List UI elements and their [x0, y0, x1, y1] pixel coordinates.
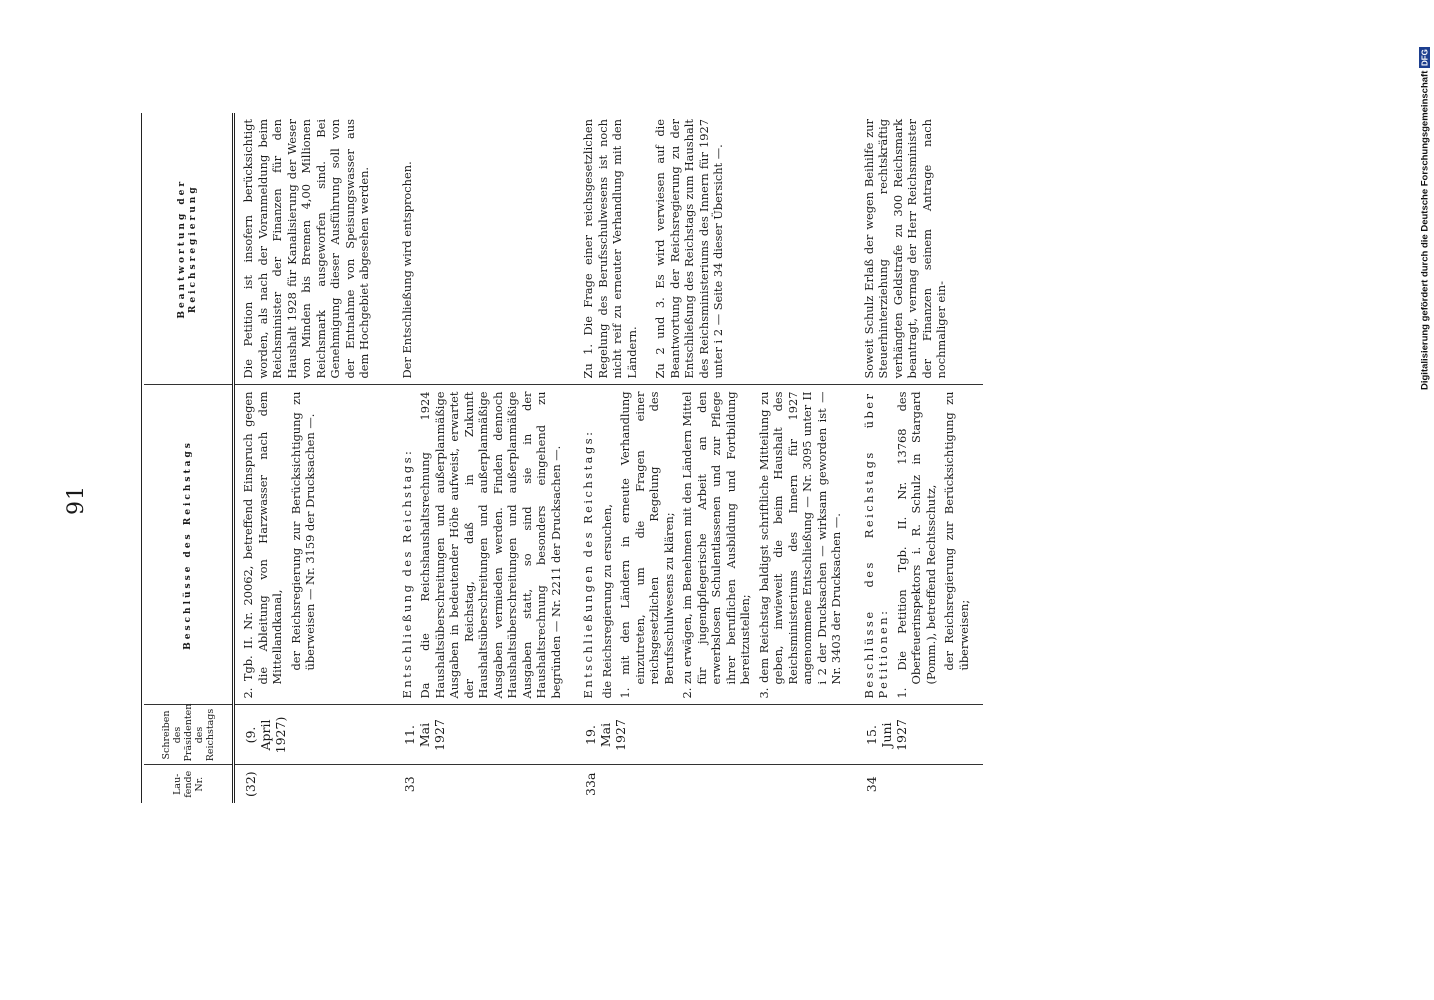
resolution-paragraph: Beschlüsse des Reichstags über Petitionen: [861, 391, 890, 699]
row-answer [394, 113, 576, 385]
row-number: (32) [243, 771, 258, 797]
header-beschluesse: Beschlüsse des Reichstags [144, 385, 234, 705]
answer-paragraph: Der Entschließung wird entsprochen. [399, 161, 414, 379]
answer-paragraph: Die Petition ist insofern berücksichtigt worden, als nach der Voranmeldung beim Reichsminister der Finanzen für den Haushalt 1928 für Kanalisierung der Weser von Minden bis Bremen 4,00 Millionen Reichsmark ausgeworfen sind. Bei Genehmigung dieser Ausführung soll von der Entnahme von Speisungswasser aus dem Hochgebiet abgesehen werden. [241, 119, 371, 379]
header-row [144, 113, 234, 803]
digitization-note [1418, 10, 1432, 390]
header-beantwortung: Beantwortung der Reichsregierung [144, 113, 234, 385]
resolution-paragraph: der Reichsregierung zur Berücksichtigung zu überweisen; [942, 391, 971, 671]
table-row [856, 113, 984, 803]
resolution-paragraph: 3. dem Reichstag baldigst schriftliche Mitteilung zu geben, inwieweit die beim Haushalt des Reichsministeriums des Innern für 1927 angenommene Entschließung — Nr. 3095 unter II i 2 der Drucksachen — wirksam geworden ist — Nr. 3403 der Drucksachen —. [756, 391, 843, 699]
resolution-paragraph: die Reichsregierung zu ersuchen, [599, 504, 614, 699]
resolution-paragraph: Da die Reichshaushaltsrechnung 1924 Haushaltsüberschreitungen und außerplanmäßige Ausgaben in bedeutender Höhe aufweist, erwartet der Reichstag, daß in Zukunft Haushaltsüberschreitungen und außerplanmäßige Ausgaben vermieden werden. Finden dennoch Haushaltsüberschreitungen und außerplanmäßige Ausgaben statt, so sind sie in der Haushaltsrechnung besonders eingehend zu begründen — Nr. 2211 der Drucksachen —. [418, 391, 563, 699]
row-date: (9. April 1927) [234, 705, 394, 765]
resolution-paragraph: der Reichsregierung zur Berücksichtigung zu überweisen — Nr. 3159 der Drucksachen —. [288, 391, 317, 671]
header-laufende-nr-text: Lau- fende Nr. [171, 770, 205, 798]
row-number: 33a [583, 772, 598, 796]
row-date: 11. Mai 1927 [394, 705, 576, 765]
row-resolution [856, 385, 984, 705]
table-row [234, 113, 394, 803]
row-answer [234, 113, 394, 385]
answer-paragraph: Zu 1. Die Frage einer reichsgesetzlichen Regelung des Berufsschulwesens ist noch nicht reif zu erneuter Verhandlung mit den Ländern. [581, 119, 639, 379]
table-row [394, 113, 576, 803]
resolution-paragraph: 2. zu erwägen, im Benehmen mit den Ländern Mittel für jugendpflegerische Arbeit an den erwerbslosen Schulentlassenen und zur Pflege ihrer beruflichen Ausbildung und Fortbildung bereitzustellen; [680, 391, 752, 699]
row-number: 34 [863, 776, 879, 793]
row-date: 19. Mai 1927 [575, 705, 856, 765]
resolution-paragraph: 2. Tgb. II. Nr. 20062, betreffend Einspruch gegen die Ableitung von Harzwasser nach dem Mittellandkanal, [241, 391, 284, 699]
header-schreiben-text: Schreiben des Präsidenten des Reichstags [160, 703, 216, 762]
digitization-note-text: Digitalisierung gefördert durch die Deutsche Forschungsgemeinschaft [1419, 70, 1431, 390]
row-date: 15. Juni 1927 [856, 705, 984, 765]
resolution-paragraph: 1. Die Petition Tgb. II. Nr. 13768 des Oberfeuerinspektors i. R. Schulz in Stargard (Pomm.), betreffend Rechtsschutz, [894, 391, 938, 699]
table-row [575, 113, 856, 803]
header-laufende-nr [144, 765, 234, 803]
table-body [234, 113, 984, 803]
resolutions-table [144, 113, 983, 803]
resolution-paragraph: Entschließungen des Reichstags: [581, 429, 595, 699]
row-resolution [575, 385, 856, 705]
row-resolution [394, 385, 576, 705]
row-answer [575, 113, 856, 385]
row-answer [856, 113, 984, 385]
answer-paragraph: Zu 2 und 3. Es wird verwiesen auf die Beantwortung der Reichsregierung zu der Entschließung des Reichstags zum Haushalt des Reichsministeriums des Innern für 1927 unter i 2 — Seite 34 dieser Übersicht —. [653, 119, 725, 379]
row-number: 33 [401, 776, 417, 793]
resolution-paragraph: Entschließung des Reichstags: [399, 448, 414, 699]
row-resolution [234, 385, 394, 705]
header-schreiben [144, 705, 234, 765]
page-number: 91 [64, 485, 89, 515]
top-rule [141, 113, 142, 803]
rotated-page [37, 100, 1397, 900]
resolution-paragraph: 1. mit den Ländern in erneute Verhandlung einzutreten, um die Fragen einer reichsgesetzlichen Regelung des Berufsschulwesens zu klären; [618, 391, 676, 699]
dfg-logo: DFG [1420, 48, 1430, 66]
answer-paragraph: Soweit Schulz Erlaß der wegen Beihilfe zur Steuerhinterziehung rechtskräftig verhängten Geldstrafe zu 300 Reichsmark beantragt, vermag der Herr Reichsminister der Finanzen seinem Antrage nach nochmaliger ein- [861, 119, 948, 379]
